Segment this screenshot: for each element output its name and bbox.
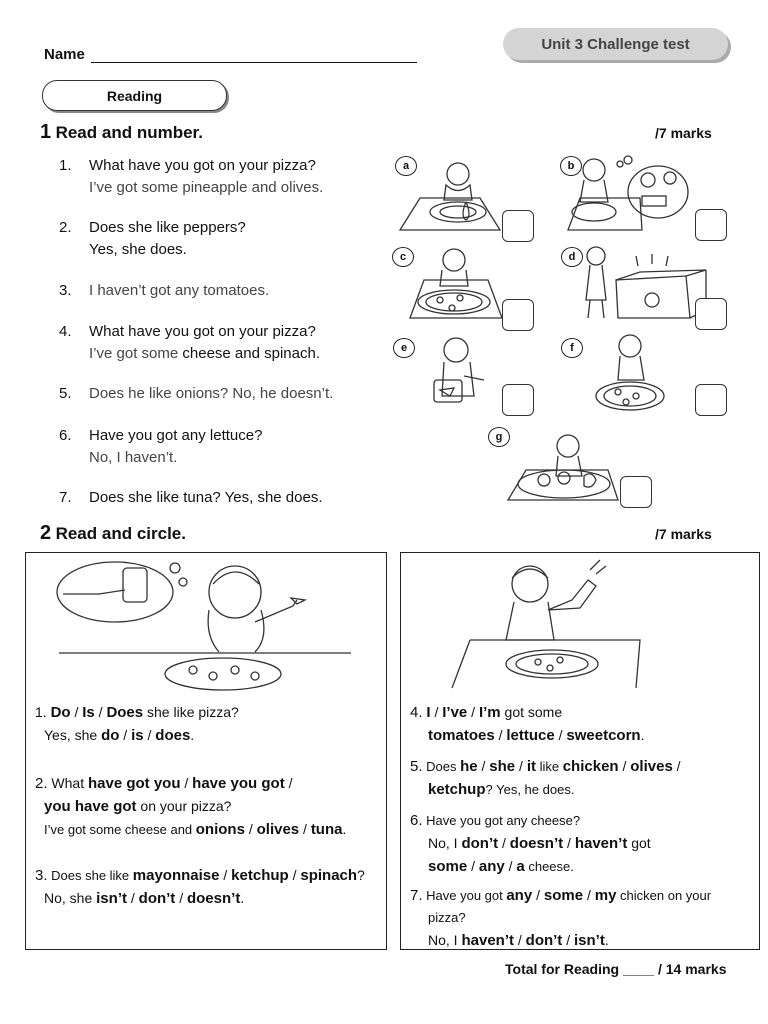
s2-question-7: 7. Have you got any / some / my chicken on your pizza? No, I haven’t / don’t / isn’t.	[410, 884, 755, 952]
question-text: on your pizza?	[136, 798, 232, 814]
punctuation: ?	[357, 867, 365, 883]
name-input-line[interactable]	[91, 62, 417, 63]
picture-e-girl-tuna-tin-illustration	[434, 338, 484, 402]
option-olives[interactable]: olives	[630, 758, 673, 775]
option-is[interactable]: Is	[82, 704, 95, 721]
s2-question-2: 2. What have got you / have you got / you have got on your pizza? I’ve got some cheese and onions / olives / tuna.	[35, 775, 347, 838]
question-number: 5.	[410, 758, 423, 775]
answer-box-c[interactable]	[502, 299, 534, 331]
section-tag-reading	[42, 80, 227, 111]
option-doesnt[interactable]: doesn’t	[186, 890, 241, 907]
answer-prefix: Yes, she	[44, 727, 102, 743]
question-text: got some	[500, 704, 563, 720]
option-chicken[interactable]: chicken	[562, 758, 619, 775]
s2-question-4: 4. I / I’ve / I’m got some tomatoes / lettuce / sweetcorn.	[410, 704, 645, 744]
option-im[interactable]: I’m	[478, 704, 501, 721]
option-ketchup[interactable]: ketchup	[231, 867, 289, 884]
section1-heading	[40, 121, 203, 144]
option-you-have-got[interactable]: you have got	[44, 798, 137, 815]
answer-text: I’ve got some pineapple and olives.	[89, 179, 324, 196]
girl-thinking-mayonnaise-illustration	[55, 556, 355, 696]
question-prefix: What	[47, 775, 88, 791]
option-havent[interactable]: haven’t	[461, 932, 514, 949]
section-tag-label: Reading	[106, 87, 163, 104]
option-any[interactable]: any	[478, 858, 505, 875]
section1-number: 1	[40, 121, 52, 143]
question-text: ? Yes, he does.	[485, 782, 575, 797]
question-middle: like	[535, 759, 563, 774]
option-do[interactable]: Do	[50, 704, 71, 721]
answer-text-b: cheese and spinach.	[182, 345, 320, 362]
answer-box-e[interactable]	[502, 384, 534, 416]
option-dont[interactable]: don’t	[138, 890, 176, 907]
section1-title: Read and number.	[55, 123, 203, 142]
s1-question-6	[59, 425, 262, 469]
question-text: Does she like tuna? Yes, she does.	[89, 489, 323, 506]
answer-prefix: No, I	[428, 932, 462, 948]
picture-label-b: b	[560, 156, 582, 176]
question-number: 3.	[59, 282, 72, 299]
option-ive[interactable]: I’ve	[442, 704, 468, 721]
question-number: 1.	[35, 704, 47, 720]
option-it[interactable]: it	[526, 758, 536, 775]
s2-question-6: 6. Have you got any cheese? No, I don’t / doesn’t / haven’t got some / any / a cheese.	[410, 812, 651, 875]
question-text-cont: pizza?	[428, 910, 466, 925]
answer-prefix: I’ve got some cheese and	[44, 822, 196, 837]
question-number: 7.	[59, 489, 72, 506]
option-some[interactable]: some	[543, 887, 584, 904]
option-he[interactable]: he	[460, 758, 478, 775]
question-number: 1.	[59, 157, 72, 174]
punctuation: .	[604, 932, 609, 948]
question-text: Have you got any cheese?	[422, 813, 581, 828]
answer-middle: got	[627, 835, 651, 851]
answer-text: Yes, she does.	[89, 241, 187, 258]
question-prefix: Have you got	[422, 888, 507, 903]
option-olives[interactable]: olives	[256, 821, 300, 838]
punctuation: .	[342, 821, 347, 837]
s1-question-2	[59, 217, 246, 261]
picture-g-girl-vegetables-illustration	[508, 435, 618, 500]
s1-question-1	[59, 155, 323, 199]
option-is[interactable]: is	[131, 727, 144, 744]
answer-box-b[interactable]	[695, 209, 727, 241]
question-text: Does he like onions? No, he doesn’t.	[89, 385, 334, 402]
question-text: What have you got on your pizza?	[89, 157, 316, 174]
option-onions[interactable]: onions	[195, 821, 245, 838]
picture-a-boy-pizza-illustration	[400, 163, 500, 230]
option-i[interactable]: I	[426, 704, 431, 721]
option-ketchup[interactable]: ketchup	[428, 781, 486, 798]
answer-prefix: No, I	[428, 835, 462, 851]
question-text: Does she like peppers?	[89, 219, 246, 236]
option-isnt[interactable]: isn’t	[96, 890, 127, 907]
option-does[interactable]: does	[155, 727, 191, 744]
option-isnt[interactable]: isn’t	[573, 932, 605, 949]
option-dont[interactable]: don’t	[461, 835, 499, 852]
question-number: 2.	[59, 219, 72, 236]
s1-question-5	[59, 383, 333, 405]
option-some[interactable]: some	[428, 858, 468, 875]
question-text: Have you got any lettuce?	[89, 427, 263, 444]
option-any[interactable]: any	[506, 887, 533, 904]
option-my[interactable]: my	[594, 887, 617, 904]
question-number: 4.	[59, 323, 72, 340]
picture-f-boy-pizza-illustration	[596, 335, 664, 410]
option-sweetcorn[interactable]: sweetcorn	[566, 727, 641, 744]
picture-c-boy-pizza-illustration	[410, 249, 502, 318]
option-she[interactable]: she	[489, 758, 516, 775]
question-prefix: Does she like	[47, 868, 133, 883]
s1-question-7	[59, 487, 323, 509]
picture-label-d: d	[561, 247, 583, 267]
answer-box-f[interactable]	[695, 384, 727, 416]
option-tomatoes[interactable]: tomatoes	[428, 727, 495, 744]
answer-box-g[interactable]	[620, 476, 652, 508]
unit-title: Unit 3 Challenge test	[541, 35, 690, 53]
question-number: 2.	[35, 775, 48, 792]
punctuation: .	[640, 727, 645, 743]
name-label: Name	[44, 46, 85, 63]
answer-box-d[interactable]	[695, 298, 727, 330]
question-text: she like pizza?	[143, 704, 239, 720]
option-dont[interactable]: don’t	[525, 932, 563, 949]
picture-label-a: a	[395, 156, 417, 176]
s1-question-4	[59, 321, 320, 365]
section2-title: Read and circle.	[55, 524, 186, 543]
s2-question-5: 5. Does he / she / it like chicken / olives / ketchup? Yes, he does.	[410, 758, 681, 798]
question-prefix: Does	[422, 759, 461, 774]
picture-label-f: f	[561, 338, 583, 358]
answer-end: cheese.	[524, 859, 574, 874]
question-number: 5.	[59, 385, 72, 402]
picture-b-girl-tomatoes-illustration	[568, 156, 688, 230]
option-lettuce[interactable]: lettuce	[506, 727, 555, 744]
question-text: I haven’t got any tomatoes.	[89, 282, 270, 299]
question-text: What have you got on your pizza?	[89, 323, 316, 340]
answer-text: No, I haven’t.	[89, 449, 178, 466]
question-number: 6.	[59, 427, 72, 444]
section1-marks: /7 marks	[655, 125, 712, 141]
question-number: 7.	[410, 887, 423, 904]
question-text: chicken on your	[616, 888, 712, 903]
option-mayonnaise[interactable]: mayonnaise	[132, 867, 220, 884]
picture-d-girl-vegetable-box-illustration	[586, 247, 706, 318]
option-tuna[interactable]: tuna	[310, 821, 343, 838]
s1-question-3	[59, 280, 269, 302]
section1-pictures	[380, 150, 740, 520]
option-doesnt[interactable]: doesn’t	[509, 835, 564, 852]
punctuation: .	[190, 727, 195, 743]
option-spinach[interactable]: spinach	[300, 867, 358, 884]
answer-text-a: I’ve got some	[89, 345, 183, 362]
punctuation: .	[240, 890, 245, 906]
s2-question-1: 1. Do / Is / Does she like pizza? Yes, she do / is / does.	[35, 704, 239, 744]
s2-question-3: 3. Does she like mayonnaise / ketchup / spinach? No, she isn’t / don’t / doesn’t.	[35, 867, 365, 907]
answer-box-a[interactable]	[502, 210, 534, 242]
section2-number: 2	[40, 522, 52, 544]
unit-title-badge	[503, 28, 728, 60]
picture-label-g: g	[488, 427, 510, 447]
section2-marks: /7 marks	[655, 526, 712, 542]
option-does[interactable]: Does	[106, 704, 144, 721]
total-reading-marks: Total for Reading ____ / 14 marks	[505, 961, 727, 977]
option-have-you-got[interactable]: have you got	[192, 775, 285, 792]
option-a[interactable]: a	[516, 858, 525, 875]
boy-ketchup-pizza-illustration	[440, 560, 660, 694]
picture-label-c: c	[392, 247, 414, 267]
picture-label-e: e	[393, 338, 415, 358]
option-havent[interactable]: haven’t	[574, 835, 628, 852]
question-number: 6.	[410, 812, 423, 829]
question-number: 4.	[410, 704, 423, 721]
answer-prefix: No, she	[44, 890, 97, 906]
section2-heading	[40, 522, 186, 545]
option-do[interactable]: do	[101, 727, 120, 744]
option-have-got-you[interactable]: have got you	[87, 775, 181, 792]
question-number: 3.	[35, 867, 48, 884]
